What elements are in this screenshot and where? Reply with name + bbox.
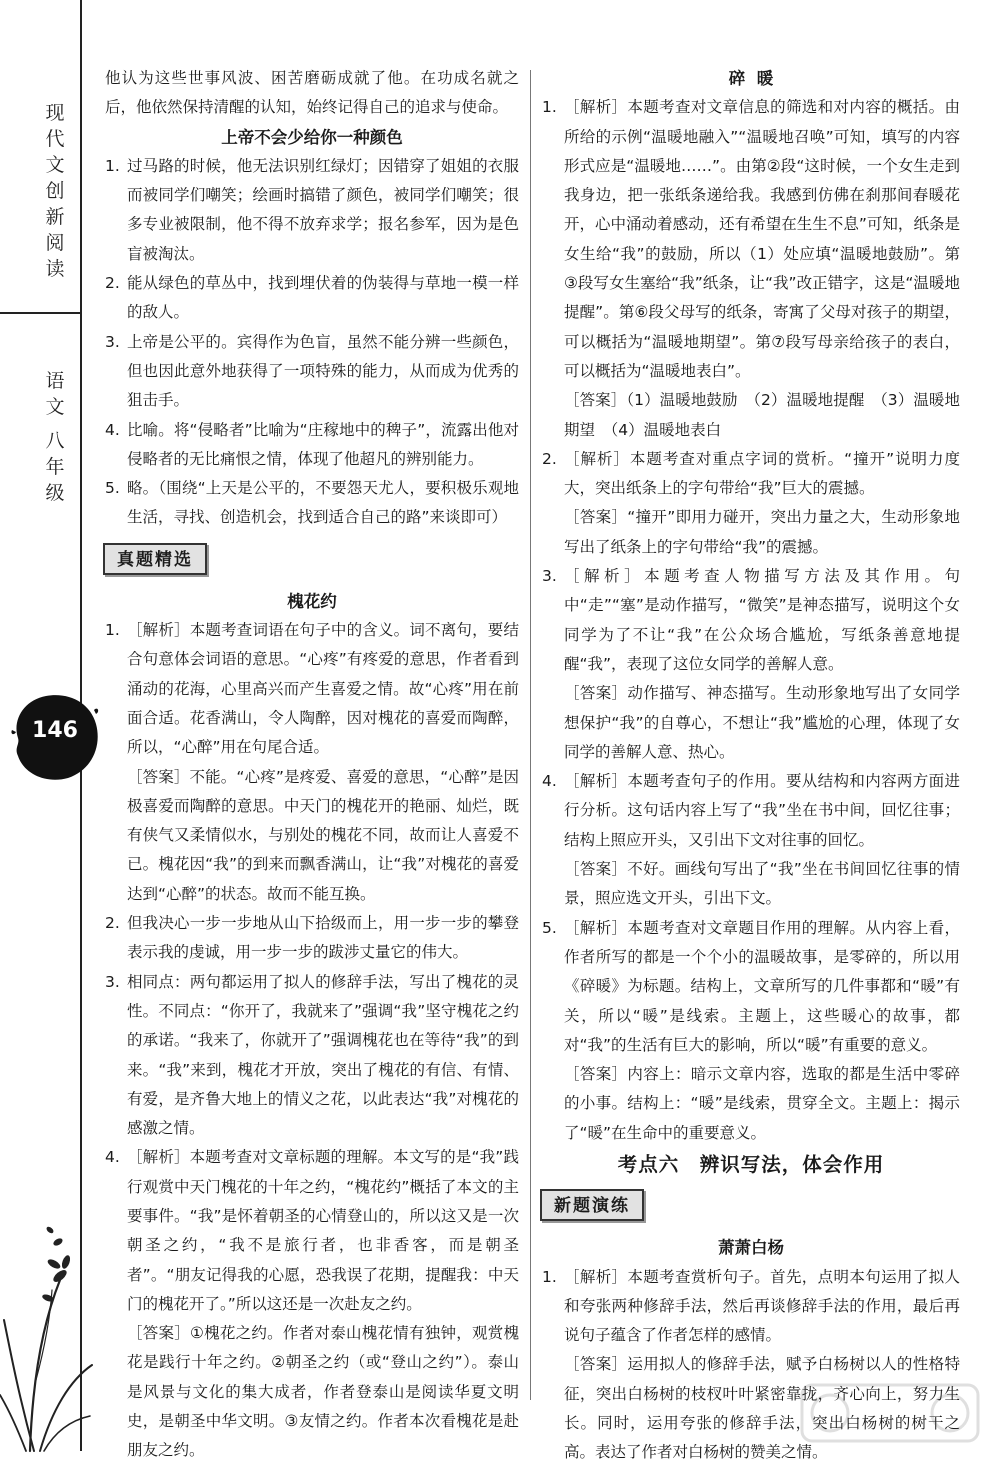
item-number: 2. (105, 274, 120, 293)
answer-item (105, 328, 519, 416)
orchid-decoration-icon (0, 1180, 95, 1451)
subject-char: 级 (45, 482, 65, 504)
series-char: 现 (45, 102, 65, 124)
answer-text: ［答案］运用拟人的修辞手法，赋予白杨树以人的性格特征，突出白杨树的枝杈叶叶紧密靠拢，齐心向上，努力生长。同时，运用夸张的修辞手法，突出白杨树的树干之高。表达了作者对白杨树的赞美之情。 (564, 1355, 960, 1462)
item-number: 1. (542, 1267, 557, 1286)
section-badge: 新题演练 (540, 1189, 644, 1221)
subject-char: 年 (45, 456, 65, 478)
item-body (564, 914, 960, 1148)
watermark-logo-icon (800, 1383, 980, 1443)
answer-item (542, 93, 960, 445)
item-body (564, 767, 960, 913)
answer-text: ［答案］“撞开”即用力碰开，突出力量之大，生动形象地写出了纸条上的字句带给“我”的震撼。 (564, 508, 960, 556)
series-char: 读 (45, 258, 65, 280)
answer-text: ［答案］不好。画线句写出了“我”坐在书间回忆往事的情景，照应选文开头，引出下文。 (564, 860, 960, 908)
answer-item (105, 909, 519, 968)
answer-item (542, 767, 960, 913)
item-number: 5. (542, 918, 557, 937)
subject-char: 文 (45, 396, 65, 418)
series-char: 新 (45, 206, 65, 228)
analysis-text: ［解析］本题考查对文章题目作用的理解。从内容上看，作者所写的都是一个个小的温暖故事，是零碎的，所以用《碎暖》为标题。结构上，文章所写的几件事都和“暖”有关，所以“暖”是线索。主题上，这些暖心的故事，都对“我”的生活有巨大的影响，所以“暖”有重要的意义。 (564, 918, 960, 1054)
answer-text: ［答案］不能。“心疼”是疼爱、喜爱的意思，“心醉”是因极喜爱而陶醉的意思。中天门的槐花开的艳丽、灿烂，既有侠气又柔情似水，与别处的槐花不同，故而让人喜爱不已。槐花因“我”的到来而飘香满山，让“我”对槐花的喜爱达到“心醉”的状态。故而不能互换。 (127, 767, 519, 903)
section-title: 槐花约 (287, 591, 337, 611)
column-divider (530, 70, 531, 1400)
item-body (564, 562, 960, 767)
sidebar-horizontal-rule (0, 312, 82, 314)
subject-char: 语 (45, 370, 65, 392)
section-badge: 真题精选 (103, 543, 207, 575)
badge-row (103, 543, 519, 577)
analysis-text: ［解析］本题考查对文章信息的筛选和对内容的概括。由所给的示例“温暖地融入”“温暖地召唤”可知，填写的内容形式应是“温暖地……”。由第②段“这时候，一个女生走到我身边，把一张纸条递给我。我感到仿佛在刹那间春暖花开，心中涌动着感动，还有希望在生生不息”可知，纸条是女生给“我”的鼓励，所以（1）处应填“温暖地鼓励”。第③段写女生塞给“我”纸条，让“我”改正错字，这是“温暖地提醒”。第⑥段父母写的纸条，寄寓了父母对孩子的期望，可以概括为“温暖地期望”。第⑦段写母亲给孩子的表白，可以概括为“温暖地表白”。 (564, 98, 960, 380)
analysis-text: ［解析］本题考查对重点字词的赏析。“撞开”说明力度大，突出纸条上的字句带给“我”巨大的震撼。 (564, 449, 960, 498)
answer-text: ［答案］①槐花之约。作者对泰山槐花情有独钟，观赏槐花是践行十年之约。②朝圣之约（或“登山之约”）。泰山是风景与文化的集大成者，作者登泰山是阅读华夏文明史，是朝圣中华文明。③友情之约。作者本次看槐花是赴朋友之约。 (127, 1324, 519, 1460)
answer-item (542, 562, 960, 767)
item-number: 1. (105, 156, 120, 175)
section-title: 碎 暖 (728, 69, 774, 88)
item-body (564, 445, 960, 562)
answer-item (105, 474, 519, 533)
item-body (127, 1143, 519, 1465)
item-text: 略。（围绕“上天是公平的，不要怨天尤人，要积极乐观地生活，寻找、创造机会，找到适合自己的路”来谈即可） (127, 479, 519, 527)
item-text: 相同点：两句都运用了拟人的修辞手法，写出了槐花的灵性。不同点：“你开了，我就来了”强调“我”坚守槐花之约的承诺。“我来了，你就开了”强调槐花也在等待“我”的到来。“我”来到，槐花才开放，突出了槐花的有信、有情、有爱，是齐鲁大地上的情义之花，以此表达“我”对槐花的感激之情。 (127, 972, 519, 1138)
answer-item (105, 1143, 519, 1465)
left-column (105, 64, 519, 1466)
answer-item (542, 914, 960, 1148)
series-char: 创 (45, 180, 65, 202)
item-number: 5. (105, 479, 120, 498)
analysis-text: ［解析］本题考查赏析句子。首先，点明本句运用了拟人和夸张两种修辞手法，然后再谈修辞手法的作用，最后再说句子蕴含了作者怎样的感情。 (564, 1267, 960, 1345)
chapter-title: 考点六 辨识写法，体会作用 (617, 1152, 885, 1176)
item-text: 过马路的时候，他无法识别红绿灯；因错穿了姐姐的衣服而被同学们嘲笑；绘画时搞错了颜色，被同学们嘲笑；很多专业被限制，他不得不放弃求学；报名参军，因为是色盲被淘汰。 (127, 156, 519, 263)
analysis-text: ［解析］本题考查句子的作用。要从结构和内容两方面进行分析。这句话内容上写了“我”坐在书中间，回忆往事；结构上照应开头，又引出下文对往事的回忆。 (564, 772, 960, 849)
series-char: 阅 (45, 232, 65, 254)
item-number: 2. (542, 449, 557, 468)
item-number: 3. (542, 567, 557, 586)
item-text: 能从绿色的草丛中，找到埋伏着的伪装得与草地一模一样的敌人。 (127, 274, 519, 322)
right-column (542, 64, 960, 1468)
answer-item (105, 416, 519, 475)
series-title (40, 100, 70, 282)
item-number: 4. (105, 1148, 120, 1167)
page-number: 146 (32, 718, 78, 743)
item-body (127, 616, 519, 909)
answer-text: ［答案］（1）温暖地鼓励 （2）温暖地提醒 （3）温暖地期望 （4）温暖地表白 (564, 391, 960, 439)
series-char: 代 (45, 128, 65, 150)
answer-text: ［答案］内容上：暗示文章内容，选取的都是生活中零碎的小事。结构上：“暖”是线索，贯穿全文。主题上：揭示了“暖”在生命中的重要意义。 (564, 1065, 960, 1142)
badge-row (540, 1189, 960, 1223)
subject-char: 八 (45, 430, 65, 452)
item-number: 4. (542, 772, 557, 791)
section-title: 上帝不会少给你一种颜色 (221, 127, 403, 147)
page-sidebar (0, 0, 95, 1451)
series-char: 文 (45, 154, 65, 176)
item-text: 比喻。将“侵略者”比喻为“庄稼地中的稗子”，流露出他对侵略者的无比痛恨之情，体现了他超凡的辨别能力。 (127, 420, 519, 468)
analysis-text: ［解析］本题考查人物描写方法及其作用。句中“走”“塞”是动作描写，“微笑”是神态描写，说明这个女同学为了不让“我”在公众场合尴尬，写纸条善意地提醒“我”，表现了这位女同学的善解人意。 (564, 567, 960, 673)
item-number: 3. (105, 972, 120, 991)
item-body (564, 93, 960, 445)
item-text: 上帝是公平的。宾得作为色盲，虽然不能分辨一些颜色，但也因此意外地获得了一项特殊的能力，从而成为优秀的狙击手。 (127, 332, 519, 410)
answer-item (105, 968, 519, 1144)
item-text: 但我决心一步一步地从山下拾级而上，用一步一步的攀登表示我的虔诚，用一步一步的跋涉丈量它的伟大。 (127, 914, 519, 962)
answer-item (542, 445, 960, 562)
answer-item (105, 616, 519, 909)
subject-grade-label (40, 368, 70, 506)
item-number: 1. (542, 98, 557, 117)
item-number: 2. (105, 914, 120, 933)
item-number: 1. (105, 621, 120, 640)
intro-paragraph: 他认为这些世事风波、困苦磨砺成就了他。在功成名就之后，他依然保持清醒的认知，始终记得自己的追求与使命。 (105, 69, 519, 117)
page-number-badge (10, 690, 100, 782)
analysis-text: ［解析］本题考查对文章标题的理解。本文写的是“我”践行观赏中天门槐花的十年之约，“槐花约”概括了本文的主要事件。“我”是怀着朝圣的心情登山的，所以这又是一次朝圣之约，“我不是旅行者，也非香客，而是朝圣者”。“朋友记得我的心愿，恐我误了花期，提醒我：中天门的槐花开了。”所以这还是一次赴友之约。 (127, 1148, 519, 1313)
answer-item (105, 152, 519, 269)
item-number: 3. (105, 332, 120, 351)
item-number: 4. (105, 420, 120, 439)
answer-item (105, 269, 519, 328)
answer-text: ［答案］动作描写、神态描写。生动形象地写出了女同学想保护“我”的自尊心，不想让“我”尴尬的心理，体现了女同学的善解人意、热心。 (564, 684, 960, 761)
section-title: 萧萧白杨 (718, 1238, 784, 1258)
analysis-text: ［解析］本题考查词语在句子中的含义。词不离句，要结合句意体会词语的意思。“心疼”有疼爱的意思，作者看到涌动的花海，心里高兴而产生喜爱之情。故“心疼”用在前面合适。花香满山，令人陶醉，因对槐花的喜爱而陶醉，所以，“心醉”用在句尾合适。 (127, 621, 519, 757)
